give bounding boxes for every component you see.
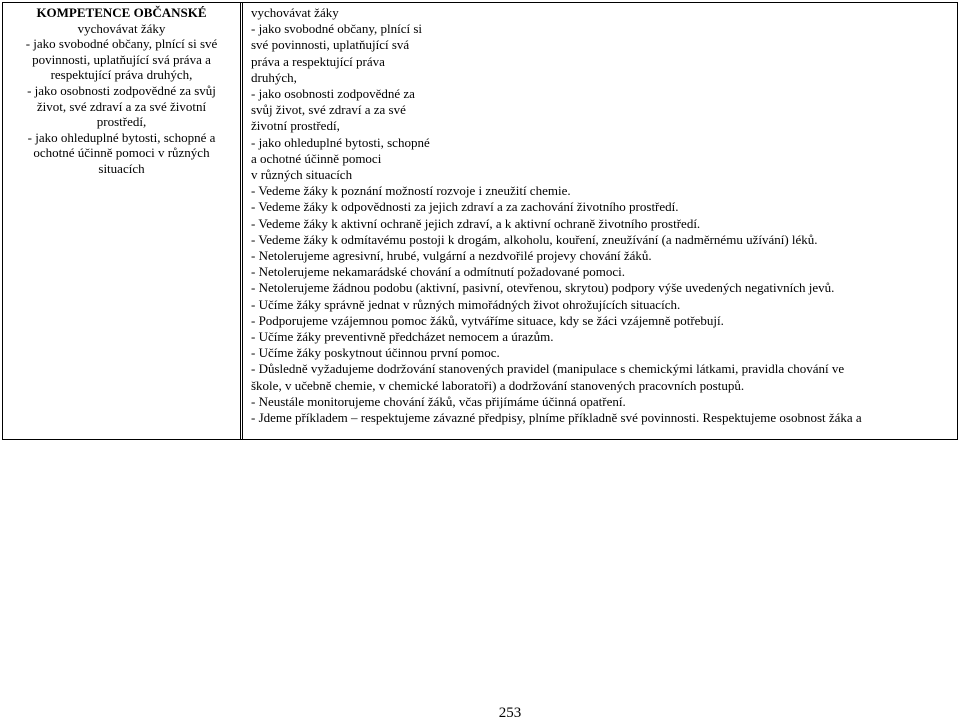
intro-line: vychovávat žáky [251,5,339,20]
competence-line: - jako ohleduplné bytosti, schopné a [27,129,216,145]
strategy-item: - Učíme žáky poskytnout účinnou první pomoc. [251,345,500,361]
strategy-item: - Vedeme žáky k odmítavému postoji k drogám, alkoholu, kouření, zneužívání (a nadměrnému užívání) léků. [251,231,818,247]
strategy-item: - Podporujeme vzájemnou pomoc žáků, vytváříme situace, kdy se žáci vzájemně potřebují. [251,312,724,328]
strategy-item: - Jdeme příkladem – respektujeme závazné předpisy, plníme příkladně své povinnosti. Respektujeme osobnost žáka a [251,410,862,426]
strategy-item: - Netolerujeme žádnou podobu (aktivní, pasivní, otevřenou, skrytou) podpory výše uvedených negativních jevů. [251,280,835,296]
strategy-item: - Netolerujeme nekamarádské chování a odmítnutí požadované pomoci. [251,264,625,280]
column-divider [241,3,243,439]
intro-line: svůj život, své zdraví a za své [251,102,406,118]
intro-line: a ochotné účinně pomoci [251,150,382,166]
intro-line: - jako ohleduplné bytosti, schopné [251,134,430,150]
intro-line: v různých situacích [251,167,353,183]
strategy-item: - Učíme žáky preventivně předcházet nemocem a úrazům. [251,329,554,345]
strategy-item: - Důsledně vyžadujeme dodržování stanovených pravidel (manipulace s chemickými látkami, pravidla chování ve [251,361,845,377]
strategy-item: - Vedeme žáky k odpovědnosti za jejich zdraví a za zachování životního prostředí. [251,199,679,215]
competence-table [2,2,958,440]
intro-block [251,5,476,183]
intro-line: své povinnosti, uplatňující svá [251,37,410,53]
strategy-item: - Vedeme žáky k aktivní ochraně jejich zdraví, a k aktivní ochraně životního prostředí. [251,215,701,231]
page-number: 253 [498,705,522,721]
competence-line: ochotné účinně pomoci v různých [33,145,210,161]
intro-line: - jako osobnosti zodpovědné za [251,86,415,102]
strategy-item: - Neustále monitorujeme chování žáků, včas přijímáme účinná opatření. [251,393,626,409]
competence-line: respektující práva druhých, [50,67,193,83]
intro-line: druhých, [251,69,297,85]
competence-cell [3,3,241,439]
strategy-item: - Učíme žáky správně jednat v různých mimořádných život ohrožujících situacích. [251,296,681,312]
strategy-item: - Netolerujeme agresivní, hrubé, vulgární a nezdvořilé projevy chování žáků. [251,248,652,264]
intro-line: práva a respektující práva [251,53,385,69]
strategies-cell [251,5,955,426]
competence-line: vychovávat žáky [77,20,166,36]
strategy-item: - Vedeme žáky k poznání možností rozvoje i zneužití chemie. [251,183,571,199]
competence-line: život, své zdraví a za své životní [36,98,207,114]
competence-line: situacích [98,160,145,176]
competence-title: KOMPETENCE OBČANSKÉ [36,5,207,20]
intro-line: životní prostředí, [251,118,340,134]
intro-line: - jako svobodné občany, plnící si [251,21,423,37]
competence-line: - jako svobodné občany, plnící si své [25,36,218,52]
competence-line: prostředí, [96,114,147,130]
competence-line: povinnosti, uplatňující svá práva a [32,51,211,67]
strategy-item: škole, v učebně chemie, v chemické laboratoři) a dodržování stanovených pracovních postupů. [251,377,745,393]
competence-line: - jako osobnosti zodpovědné za svůj [27,82,216,98]
strategy-list [251,183,955,426]
